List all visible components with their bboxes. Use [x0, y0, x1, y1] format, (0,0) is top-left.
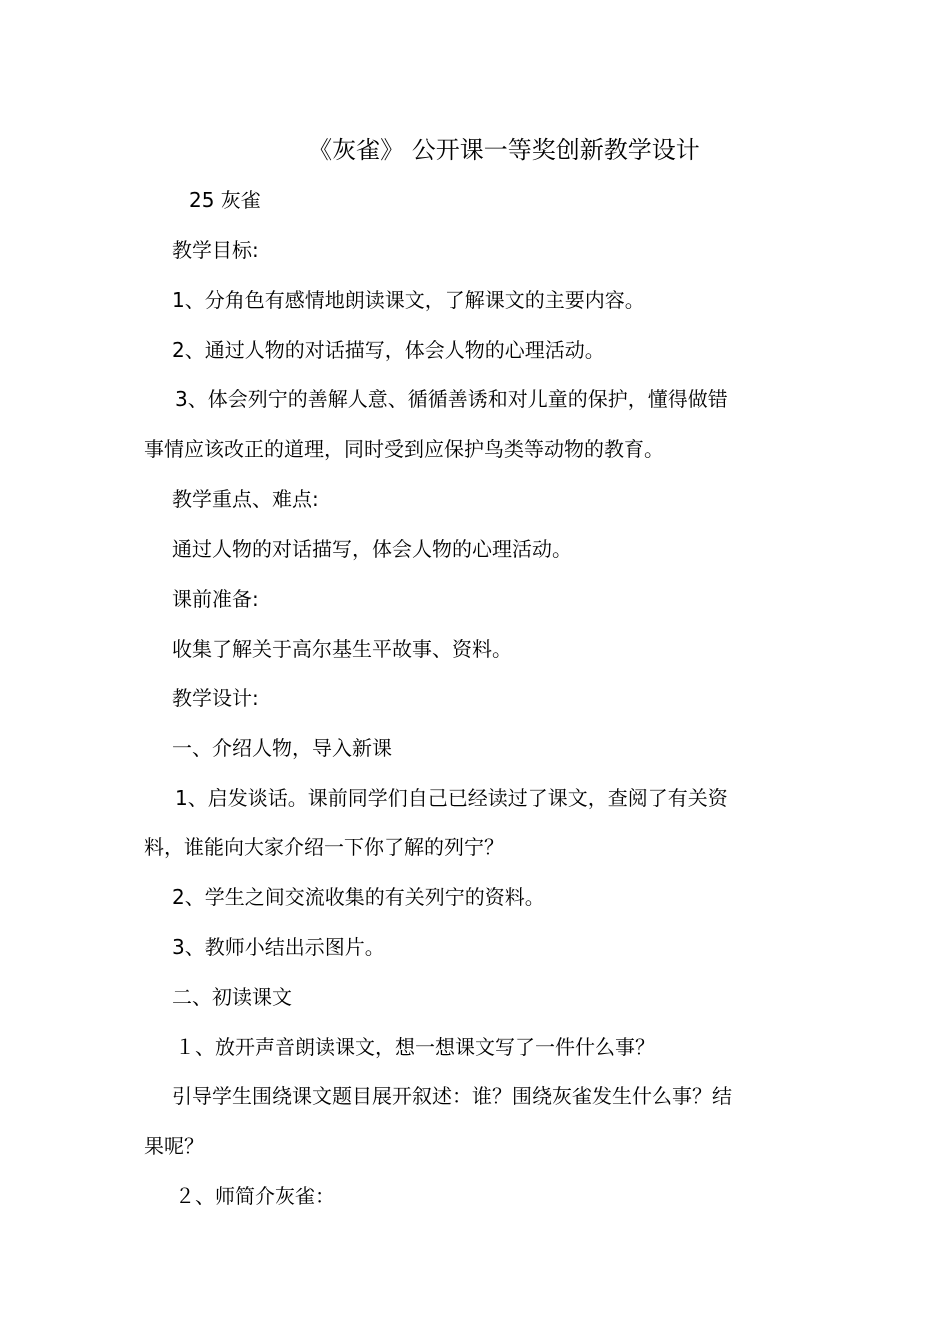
document-title: 《灰雀》 公开课一等奖创新教学设计: [308, 136, 700, 164]
section-2-guide-line-2: 果呢？: [144, 1134, 204, 1158]
section-2-item-2: ２、师简介灰雀：: [175, 1184, 335, 1208]
goal-item-2: 2、通过人物的对话描写，体会人物的心理活动。: [172, 338, 605, 362]
teaching-goals-heading: 教学目标:: [172, 238, 259, 262]
preparation-heading: 课前准备:: [172, 587, 259, 611]
section-1-heading: 一、介绍人物，导入新课: [172, 736, 392, 760]
key-points-heading: 教学重点、难点:: [172, 487, 319, 511]
section-1-item-1-line-1: 1、启发谈话。课前同学们自己已经读过了课文，查阅了有关资: [175, 786, 728, 810]
section-2-heading: 二、初读课文: [172, 985, 292, 1009]
goal-item-1: 1、分角色有感情地朗读课文，了解课文的主要内容。: [172, 288, 645, 312]
lesson-number-title: 25 灰雀: [189, 188, 261, 212]
goal-item-3-line-1: 3、体会列宁的善解人意、循循善诱和对儿童的保护，懂得做错: [175, 387, 728, 411]
key-points-text: 通过人物的对话描写，体会人物的心理活动。: [172, 537, 572, 561]
section-2-guide-line-1: 引导学生围绕课文题目展开叙述：谁？围绕灰雀发生什么事？结: [172, 1084, 732, 1108]
section-1-item-3: 3、教师小结出示图片。: [172, 935, 385, 959]
goal-item-3-line-2: 事情应该改正的道理，同时受到应保护鸟类等动物的教育。: [144, 437, 664, 461]
design-heading: 教学设计:: [172, 686, 259, 710]
preparation-text: 收集了解关于高尔基生平故事、资料。: [172, 637, 512, 661]
section-1-item-2: 2、学生之间交流收集的有关列宁的资料。: [172, 885, 545, 909]
section-1-item-1-line-2: 料，谁能向大家介绍一下你了解的列宁？: [144, 835, 504, 859]
section-2-item-1: １、放开声音朗读课文，想一想课文写了一件什么事？: [175, 1035, 655, 1059]
